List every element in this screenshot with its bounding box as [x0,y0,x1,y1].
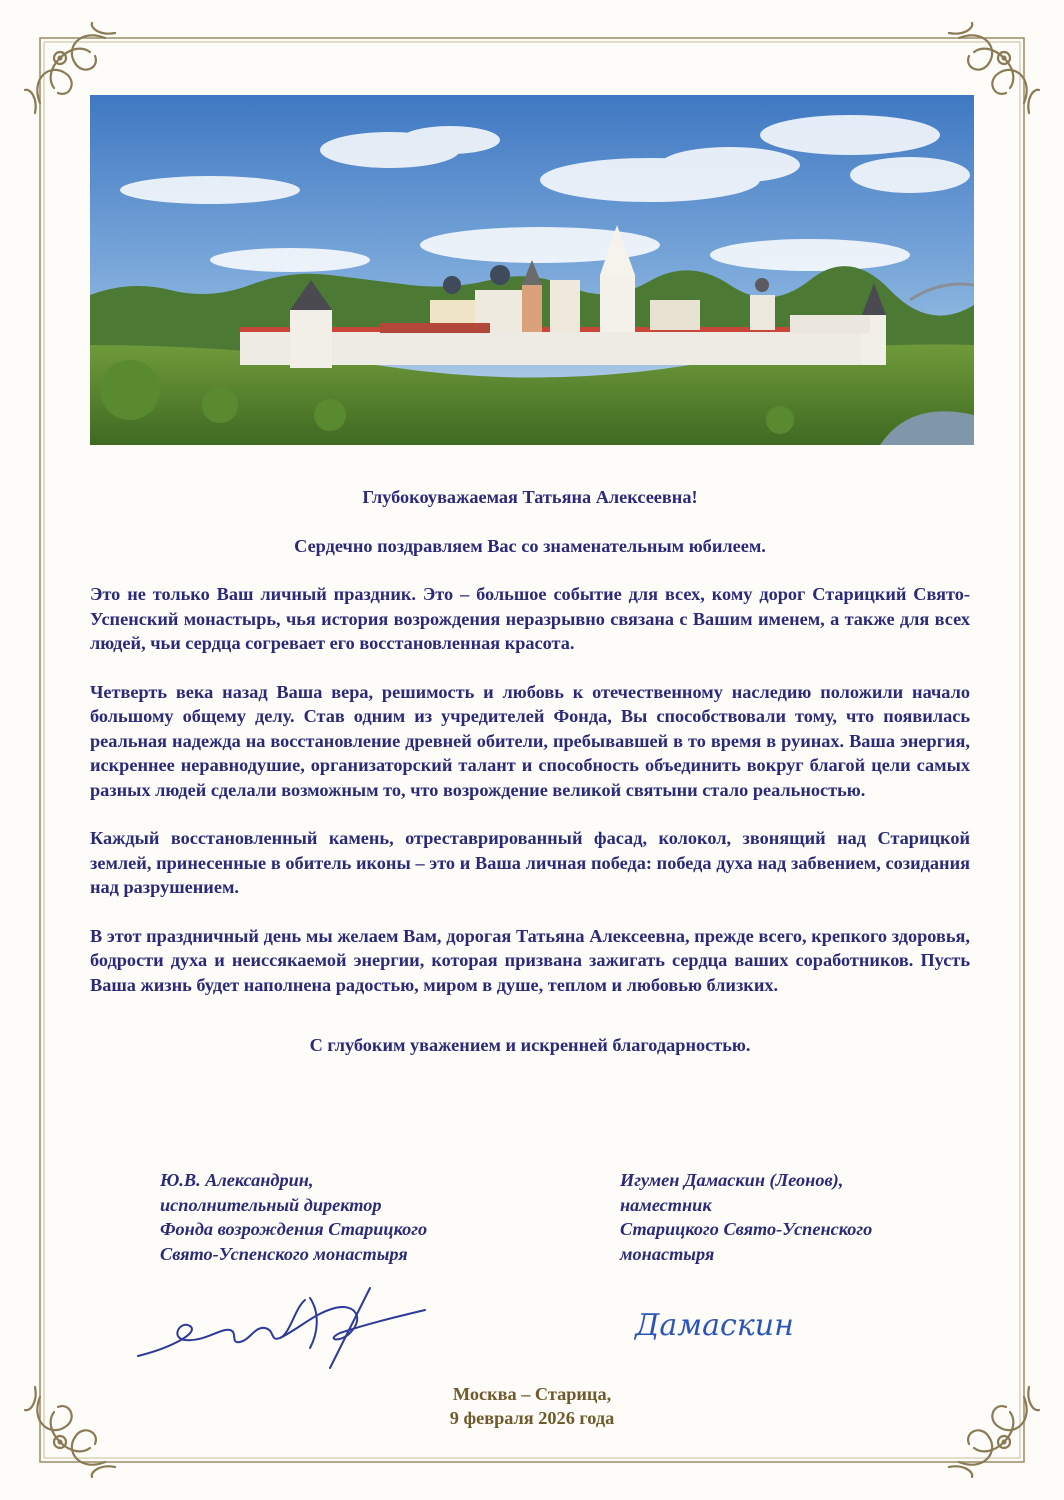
signer-org: монастыря [620,1243,715,1264]
date: 9 февраля 2026 года [449,1408,615,1428]
signature-left-image [130,1278,430,1378]
paragraph: Это не только Ваш личный праздник. Это – большое событие для всех, кому дорог Старицкий Свято-Успенский монастырь, чья история возрождения неразрывно связана с Вашим именем, а также для всех людей, чьи сердца согревает его восстановленная красота. [90,584,970,653]
place-date [0,1382,1064,1430]
place: Москва – Старица, [452,1384,612,1404]
paragraph: Каждый восстановленный камень, отреставрированный фасад, колокол, звонящий над Старицкой землей, принесенные в обитель иконы – это и Ваша личная победа: победа духа над забвением, созидания над разрушением. [90,828,970,897]
intro-line: Сердечно поздравляем Вас со знаменательным юбилеем. [294,535,766,556]
signer-org: Свято-Успенского монастыря [160,1243,408,1264]
signer-org: Фонда возрождения Старицкого [160,1219,428,1239]
signer-name: Ю.В. Александрин, [160,1170,314,1190]
paragraph: Четверть века назад Ваша вера, решимость и любовь к отечественному наследию положили начало большому общему делу. Став одним из учредителей Фонда, Вы способствовали тому, что появилась реальная надежда на восстановление древней обители, пребывавшей в то время в руинах. Ваша энергия, искреннее неравнодушие, организаторский талант и способность объединить вокруг благой цели самых разных людей сделали возможным то, что возрождение великой святыни стало реальностью. [90,681,970,800]
monastery-panorama-photo [90,95,974,445]
signer-name: Игумен Дамаскин (Леонов), [620,1170,844,1190]
signer-org: Старицкого Свято-Успенского [620,1219,873,1239]
signature-right-image [630,1300,840,1350]
signer-title: наместник [620,1194,712,1215]
paragraph: В этот праздничный день мы желаем Вам, дорогая Татьяна Алексеевна, прежде всего, крепкого здоровья, бодрости духа и неиссякаемой энергии, которая призвана зажигать сердца ваших соработников. Пусть Ваша жизнь будет наполнена радостью, миром в душе, теплом и любовью близких. [90,925,970,995]
signer-left [160,1168,520,1266]
greeting: Глубокоуважаемая Татьяна Алексеевна! [362,487,698,507]
signer-title: исполнительный директор [160,1194,382,1215]
closing-line: С глубоким уважением и искренней благодарностью. [309,1035,751,1055]
signature-right-text: Дамаскин [635,1308,794,1343]
signer-right [620,1168,960,1266]
letter-body [90,485,970,1070]
